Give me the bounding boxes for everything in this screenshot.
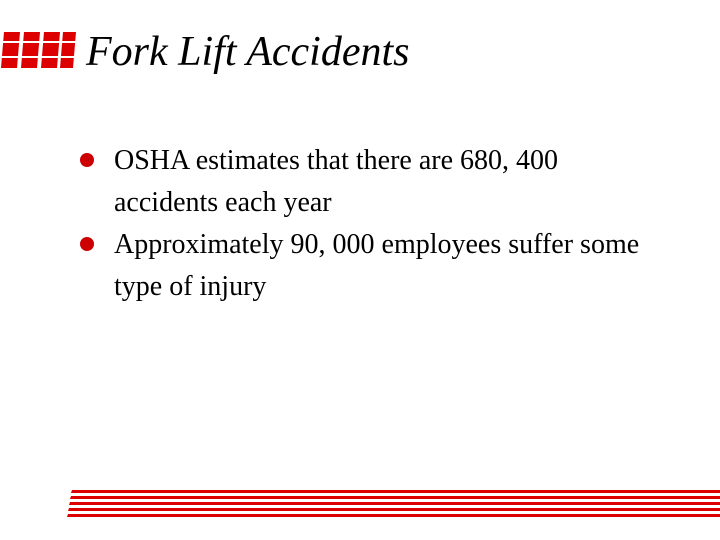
bullet-text: Approximately 90, 000 employees suffer some type of injury — [114, 229, 640, 302]
logo-bar-1 — [1, 32, 20, 68]
round-bullet-icon — [80, 153, 94, 167]
logo-band-2 — [0, 56, 80, 58]
logo-bar-4 — [60, 32, 76, 68]
bullet-item — [0, 224, 680, 308]
round-bullet-icon — [80, 237, 94, 251]
footer-stripe-4 — [68, 508, 720, 511]
red-bars-logo-icon — [0, 30, 80, 70]
footer-stripe-1 — [71, 490, 720, 493]
bullet-text: OSHA estimates that there are 680, 400 accidents each year — [114, 145, 559, 218]
footer-stripe-2 — [70, 496, 720, 499]
bullet-item — [0, 140, 680, 224]
bullet-list — [0, 140, 680, 308]
logo-bar-3 — [41, 32, 60, 68]
logo-band-1 — [0, 41, 80, 43]
logo-bar-2 — [21, 32, 40, 68]
slide-title: Fork Lift Accidents — [86, 29, 410, 75]
red-stripes-decoration — [60, 488, 720, 520]
footer-stripe-3 — [69, 502, 720, 505]
footer-stripe-5 — [67, 514, 720, 517]
